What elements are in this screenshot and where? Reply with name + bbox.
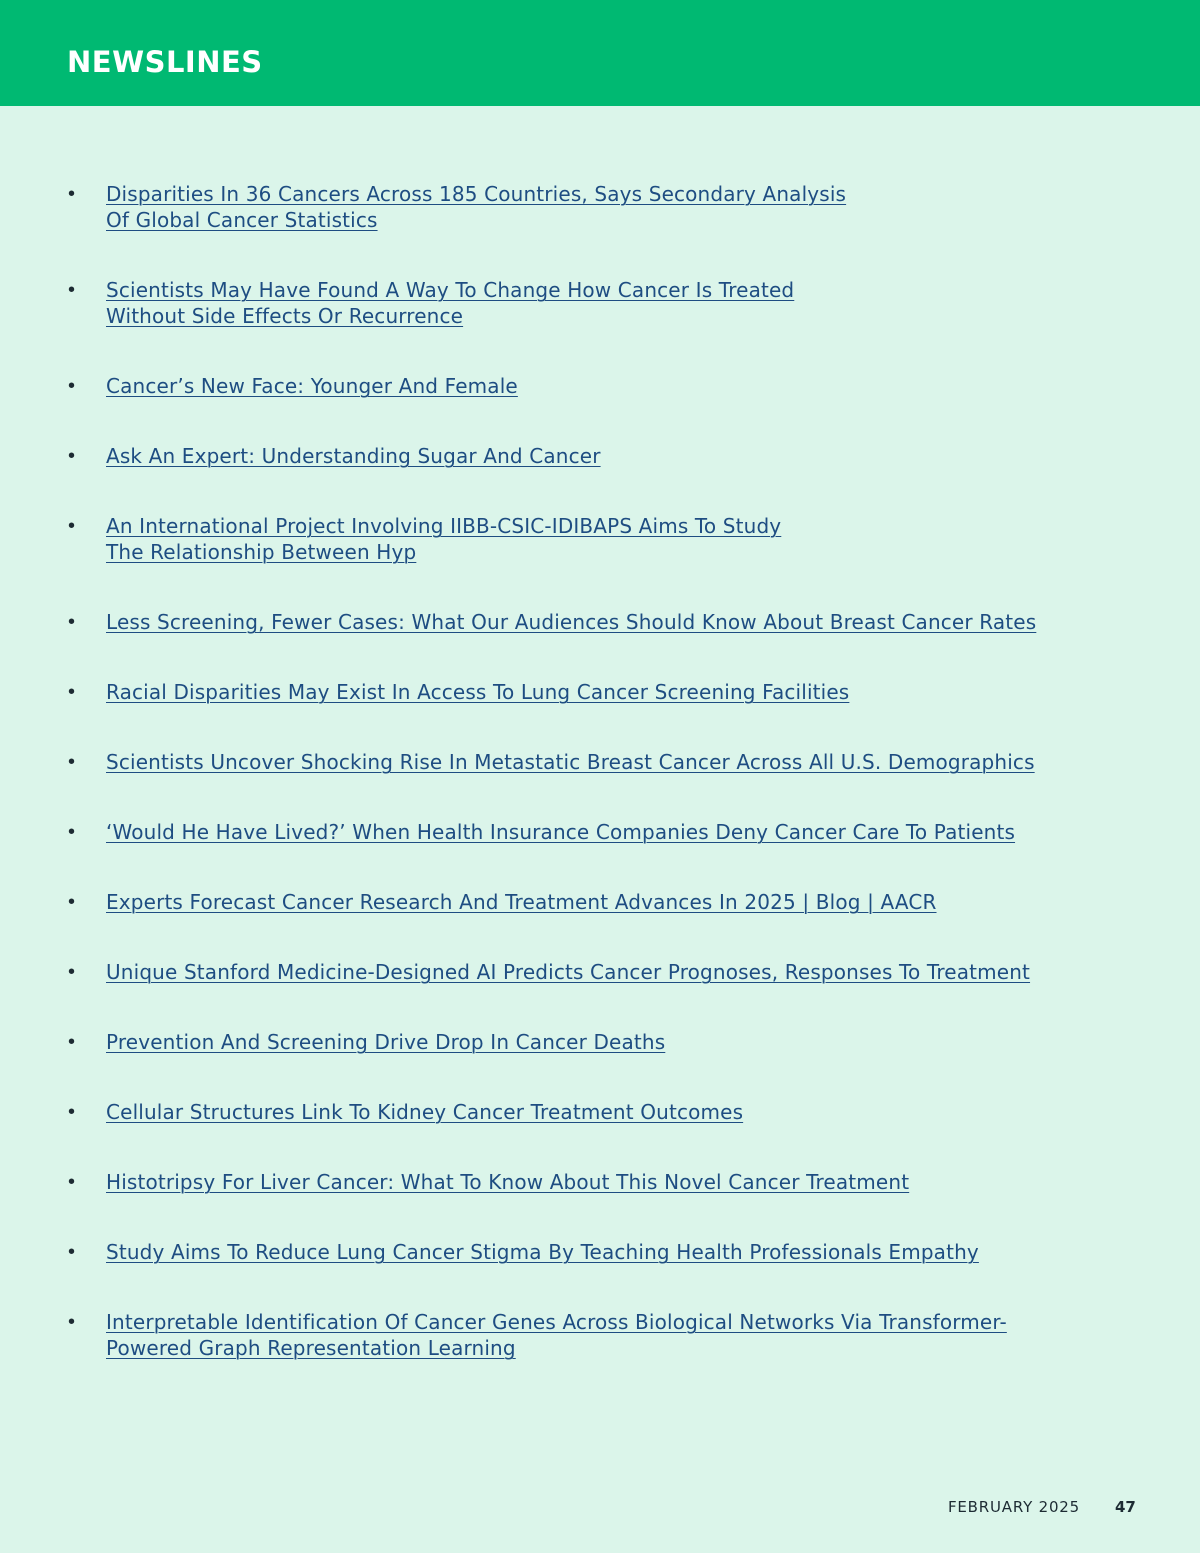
bullet-icon: • — [68, 375, 76, 397]
news-link[interactable]: Disparities In 36 Cancers Across 185 Countries, Says Secondary Analysis Of Global Cancer Statistics — [106, 182, 847, 232]
section-title: NEWSLINES — [67, 45, 263, 79]
news-link[interactable]: An International Project Involving IIBB-CSIC-IDIBAPS Aims To Study The Relationship Between Hyp — [106, 514, 782, 564]
bullet-icon: • — [68, 515, 76, 537]
bullet-icon: • — [68, 1031, 76, 1053]
bullet-icon: • — [68, 1311, 76, 1333]
news-link[interactable]: Scientists Uncover Shocking Rise In Metastatic Breast Cancer Across All U.S. Demographics — [106, 750, 1035, 774]
page-number: 47 — [1115, 1498, 1136, 1516]
news-link[interactable]: Unique Stanford Medicine-Designed AI Predicts Cancer Prognoses, Responses To Treatment — [106, 960, 1031, 984]
news-link[interactable]: Less Screening, Fewer Cases: What Our Audiences Should Know About Breast Cancer Rates — [106, 610, 1037, 634]
bullet-icon: • — [68, 1101, 76, 1123]
news-link[interactable]: Experts Forecast Cancer Research And Treatment Advances In 2025 | Blog | AACR — [106, 890, 937, 914]
news-link[interactable]: Interpretable Identification Of Cancer Genes Across Biological Networks Via Transformer- Powered Graph Representation Learning — [106, 1310, 1007, 1360]
bullet-icon: • — [68, 751, 76, 773]
bullet-icon: • — [68, 445, 76, 467]
news-link[interactable]: Ask An Expert: Understanding Sugar And Cancer — [106, 444, 601, 468]
news-link[interactable]: ‘Would He Have Lived?’ When Health Insurance Companies Deny Cancer Care To Patients — [106, 820, 1016, 844]
bullet-icon: • — [68, 891, 76, 913]
news-link[interactable]: Prevention And Screening Drive Drop In Cancer Deaths — [106, 1030, 666, 1054]
bullet-icon: • — [68, 821, 76, 843]
bullet-icon: • — [68, 681, 76, 703]
header-bar — [0, 0, 1200, 106]
bullet-icon: • — [68, 1171, 76, 1193]
bullet-icon: • — [68, 1241, 76, 1263]
news-link[interactable]: Cellular Structures Link To Kidney Cancer Treatment Outcomes — [106, 1100, 744, 1124]
news-link[interactable]: Study Aims To Reduce Lung Cancer Stigma By Teaching Health Professionals Empathy — [106, 1240, 979, 1264]
issue-date: FEBRUARY 2025 — [947, 1498, 1080, 1516]
news-link[interactable]: Scientists May Have Found A Way To Change How Cancer Is Treated Without Side Effects Or Recurrence — [106, 278, 795, 328]
bullet-icon: • — [68, 183, 76, 205]
bullet-icon: • — [68, 961, 76, 983]
news-link[interactable]: Racial Disparities May Exist In Access To Lung Cancer Screening Facilities — [106, 680, 850, 704]
bullet-icon: • — [68, 611, 76, 633]
bullet-icon: • — [68, 279, 76, 301]
news-link[interactable]: Cancer’s New Face: Younger And Female — [106, 374, 518, 398]
news-link[interactable]: Histotripsy For Liver Cancer: What To Know About This Novel Cancer Treatment — [106, 1170, 910, 1194]
